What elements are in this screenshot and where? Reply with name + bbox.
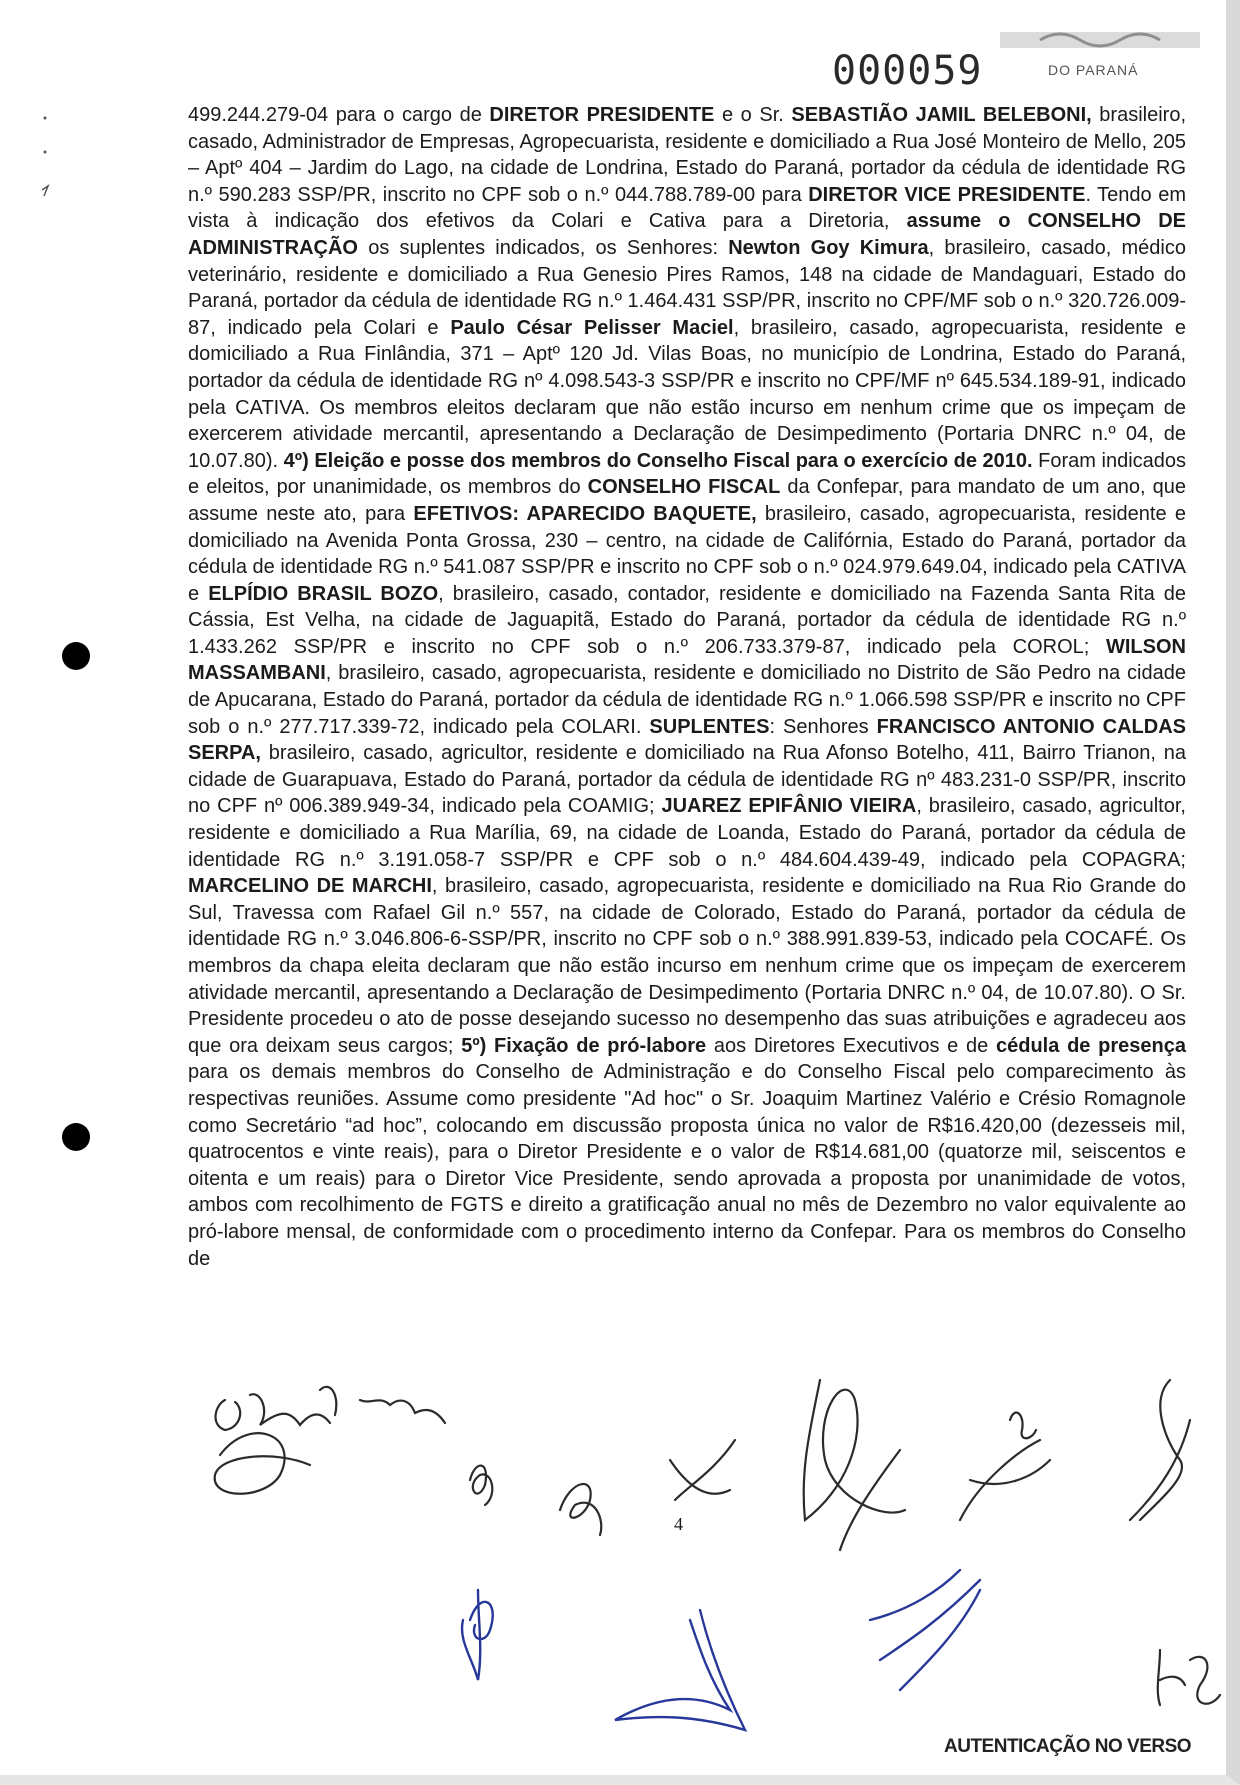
text-segment: Foram indicados e eleitos, por unanimidade, os membros do — [188, 449, 1187, 499]
text-segment: . Tendo em vista à indicação dos efetivos da Colari e Cativa para a Diretoria, — [188, 183, 1186, 233]
stamp-label: DO PARANÁ — [1048, 62, 1139, 78]
bold-text-segment: cédula de presença — [996, 1034, 1186, 1057]
page-mark: 4 — [674, 1514, 683, 1534]
text-segment: brasileiro, casado, agricultor, residente e domiciliado na Rua Afonso Botelho, 411, Bairro Trianon, na cidade de Guarapuava, Estado do Paraná, portador da cédula de identidade RG nº 483.231-0 SSP/PR, inscrito no CPF nº 006.389.949-34, indicado pela COAMIG; — [188, 742, 1186, 818]
text-segment: , brasileiro, casado, agropecuarista, residente e domiciliado a Rua Finlândia, 371 – Aptº 120 Jd. Vilas Boas, no município de Londrina, Estado do Paraná, portador da cédula de identidade RG nº 4.098.543-3 SSP/PR e inscrito no CPF/MF nº 645.534.189-91, indicado pela CATIVA. Os membros eleitos declaram que não estão incurso em nenhum crime que os impeçam de exercerem atividade mercantil, apresentando a Declaração de Desimpedimento (Portaria DNRC n.º 04, de 10.07.80). — [188, 316, 1186, 472]
text-segment: os suplentes indicados, os Senhores: — [358, 236, 729, 259]
text-segment: , brasileiro, casado, agricultor, residente e domiciliado a Rua Marília, 69, na cidade de Loanda, Estado do Paraná, portador da cédula de identidade RG n.º 3.191.058-7 SSP/PR e CPF sob o n.º 484.604.439-49, indicado pela COPAGRA; — [188, 795, 1186, 871]
bold-text-segment: SUPLENTES — [649, 715, 770, 738]
bold-text-segment: WILSON MASSAMBANI — [188, 635, 1186, 685]
bold-text-segment: MARCELINO DE MARCHI — [188, 875, 432, 898]
bold-text-segment: CONSELHO FISCAL — [587, 476, 781, 499]
margin-marks — [30, 110, 60, 200]
text-segment: , brasileiro, casado, agropecuarista, residente e domiciliado na Rua Rio Grande do Sul, Travessa com Rafael Gil n.º 557, na cidade de Colorado, Estado do Paraná, portador da cédula de identidade RG n.º 3.046.806-6-SSP/PR, inscrito no CPF sob o n.º 388.991.839-53, indicado pela COCAFÉ. Os membros da chapa eleita declaram que não estão incurso em nenhum crime que os impeçam de exercerem atividade mercantil, apresentando a Declaração de Desimpedimento (Portaria DNRC n.º 04, de 10.07.80). O Sr. Presidente procedeu o ato de posse desejando sucesso no desempenho das suas atribuições e agradeceu aos que ora deixam seus cargos; — [188, 875, 1187, 1057]
text-segment: para os demais membros do Conselho de Administração e do Conselho Fiscal pelo comparecimento às respectivas reuniões. Assume como presidente "Ad hoc" o Sr. Joaquim Martinez Valério e Crésio Romagnole como Secretário “ad hoc”, colocando em discussão proposta única no valor de R$16.420,00 (dezesseis mil, quatrocentos e vinte reais), para o Diretor Presidente e o valor de R$14.681,00 (quatorze mil, seiscentos e oitenta e um reais) para o Diretor Vice Presidente, sendo aprovada a proposta por unanimidade de votos, ambos com recolhimento de FGTS e direito a gratificação anual no mês de Dezembro no valor equivalente ao pró-labore mensal, de conformidade com o procedimento interno da Confepar. Para os membros do Conselho de — [188, 1061, 1186, 1270]
text-segment: , brasileiro, casado, agropecuarista, residente e domiciliado no Distrito de São Pedro na cidade de Apucarana, Estado do Paraná, portador da cédula de identidade RG n.º 1.066.598 SSP/PR e inscrito no CPF sob o n.º 277.717.339-72, indicado pela COLARI. — [188, 662, 1186, 738]
bold-text-segment: DIRETOR PRESIDENTE — [489, 104, 715, 126]
bold-text-segment: SEBASTIÃO JAMIL BELEBONI, — [791, 104, 1092, 126]
text-segment: : Senhores — [769, 715, 877, 738]
bold-text-segment: 5º) Fixação de pró-labore — [461, 1034, 707, 1057]
signatures — [0, 1360, 1240, 1780]
text-segment: brasileiro, casado, Administrador de Empresas, Agropecuarista, residente e domiciliado a Rua José Monteiro de Mello, 205 – Aptº 404 – Jardim do Lago, na cidade de Londrina, Estado do Paraná, portador da cédula de identidade RG n.º 590.283 SSP/PR, inscrito no CPF sob o n.º 044.788.789-00 para — [188, 104, 1186, 206]
bold-text-segment: EFETIVOS: APARECIDO BAQUETE, — [413, 502, 757, 525]
text-segment: brasileiro, casado, agropecuarista, residente e domiciliado na Avenida Ponta Grossa, 230 – centro, na cidade de Califórnia, Estado do Paraná, portador da cédula de identidade RG n.º 541.087 SSP/PR e inscrito no CPF sob o n.º 024.979.649.04, indicado pela CATIVA e — [188, 502, 1186, 605]
text-segment: e o Sr. — [714, 104, 792, 126]
bold-text-segment: Newton Goy Kimura — [728, 236, 929, 259]
bold-text-segment: 4º) Eleição e posse dos membros do Conselho Fiscal para o exercício de 2010. — [283, 449, 1033, 472]
bold-text-segment: assume o CONSELHO DE ADMINISTRAÇÃO — [188, 210, 1186, 259]
text-segment: da Confepar, para mandato de um ano, que assume neste ato, para — [188, 476, 1186, 525]
text-segment: aos Diretores Executivos e de — [706, 1034, 996, 1057]
binder-hole — [62, 1123, 90, 1151]
bold-text-segment: FRANCISCO ANTONIO CALDAS SERPA, — [188, 715, 1186, 765]
text-segment: 499.244.279-04 para o cargo de — [188, 104, 490, 126]
bold-text-segment: Paulo César Pelisser Maciel — [450, 316, 734, 339]
authentication-note: AUTENTICAÇÃO NO VERSO — [944, 1736, 1192, 1757]
bold-text-segment: DIRETOR VICE PRESIDENTE — [808, 183, 1086, 206]
minutes-body-text — [188, 102, 1186, 1272]
text-segment: , brasileiro, casado, contador, residente e domiciliado na Fazenda Santa Rita de Cássia, Est Velha, na cidade de Jaguapitã, Estado do Paraná, portador da cédula de identidade RG n.º 1.433.262 SSP/PR e inscrito no CPF sob o n.º 206.733.379-87, indicado pela COROL; — [188, 582, 1186, 658]
bold-text-segment: JUAREZ EPIFÂNIO VIEIRA — [661, 795, 917, 818]
binder-hole — [62, 642, 90, 670]
registry-stamp — [1000, 30, 1200, 90]
text-segment: , brasileiro, casado, médico veterinário, residente e domiciliado a Rua Genesio Pires Ramos, 148 na cidade de Mandaguari, Estado do Paraná, portador da cédula de identidade RG n.º 1.464.431 SSP/PR, inscrito no CPF/MF sob o n.º 320.726.009-87, indicado pela Colari e — [188, 236, 1186, 339]
bold-text-segment: ELPÍDIO BRASIL BOZO — [208, 582, 439, 605]
page-number: 000059 — [832, 48, 983, 94]
